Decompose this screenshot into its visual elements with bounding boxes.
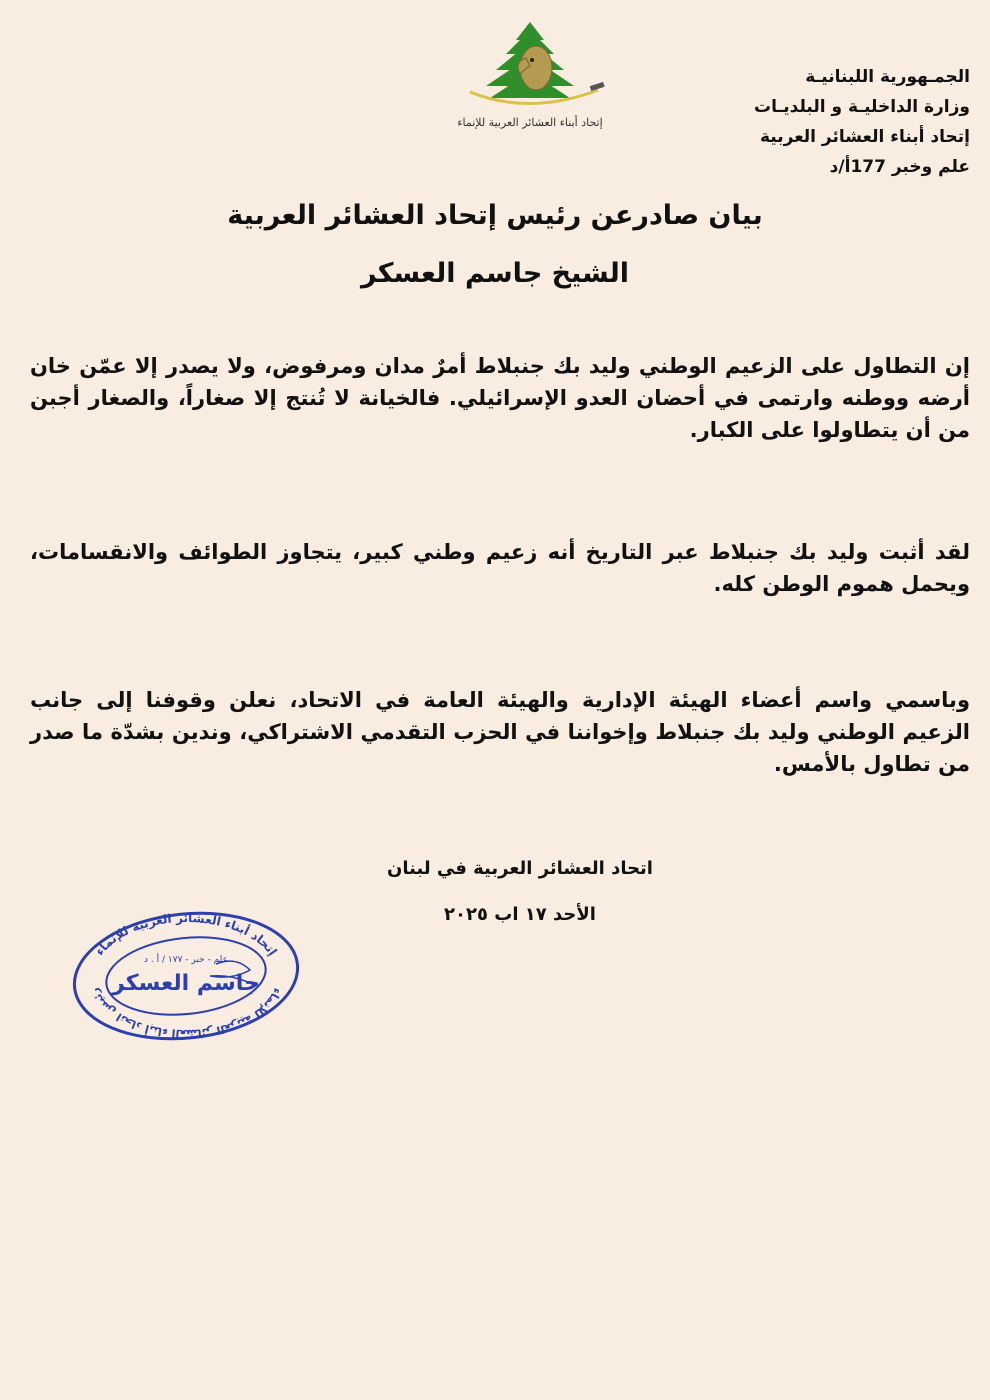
header-union: إتحاد أبناء العشائر العربية bbox=[759, 127, 970, 147]
stamp-outer-text: إتحاد أبناء العشائر العربية للإنماء bbox=[92, 910, 280, 959]
paragraph-1: إن التطاول على الزعيم الوطني وليد بك جنبلاط أمرٌ مدان ومرفوض، ولا يصدر إلا عمّن خان أرضه ووطنه وارتمى في أحضان العدو الإسرائيلي. فالخيانة لا تُنتج إلا صغاراً، والصغار أجبن من أن يتطاولوا على الكبار. bbox=[30, 354, 970, 442]
header-republic: الجمـهورية اللبنانيـة bbox=[805, 67, 970, 87]
emblem-caption: إتحاد أبناء العشائر العربية للإنماء bbox=[457, 116, 603, 129]
svg-text:إتحاد أبناء العشائر العربية لل bbox=[92, 911, 279, 958]
official-stamp-icon bbox=[66, 904, 306, 1044]
signature-organization: اتحاد العشائر العربية في لبنان bbox=[387, 858, 653, 879]
cedar-eagle-emblem-icon bbox=[430, 18, 630, 138]
stamp-bottom-text: رئيس اتحاد أبناء العشائر العربية للإنماء bbox=[87, 985, 285, 1041]
paragraph-2: لقد أثبت وليد بك جنبلاط عبر التاريخ أنه زعيم وطني كبير، يتجاوز الطوائف والانقسامات، ويحمل هموم الوطن كله. bbox=[30, 540, 970, 596]
statement-author: الشيخ جاسم العسكر bbox=[360, 258, 630, 289]
letterhead bbox=[710, 62, 970, 182]
header-ministry: وزارة الداخليـة و البلديـات bbox=[753, 97, 970, 117]
header-registration: علم وخبر 177أ/د bbox=[829, 157, 970, 177]
stamp-ref-text: علم - خبر - ١٧٧ / أ . د bbox=[144, 955, 228, 965]
signature-date: الأحد ١٧ اب ٢٠٢٥ bbox=[444, 904, 596, 925]
stamp-name: جاسم العسكر bbox=[112, 971, 260, 996]
statement-title: بيان صادرعن رئيس إتحاد العشائر العربية bbox=[227, 200, 763, 231]
paragraph-3: وباسمي واسم أعضاء الهيئة الإدارية والهيئة العامة في الاتحاد، نعلن وقوفنا إلى جانب الزعيم الوطني وليد بك جنبلاط وإخواننا في الحزب التقدمي الاشتراكي، وندين بشدّة ما صدر من تطاول بالأمس. bbox=[30, 688, 970, 776]
